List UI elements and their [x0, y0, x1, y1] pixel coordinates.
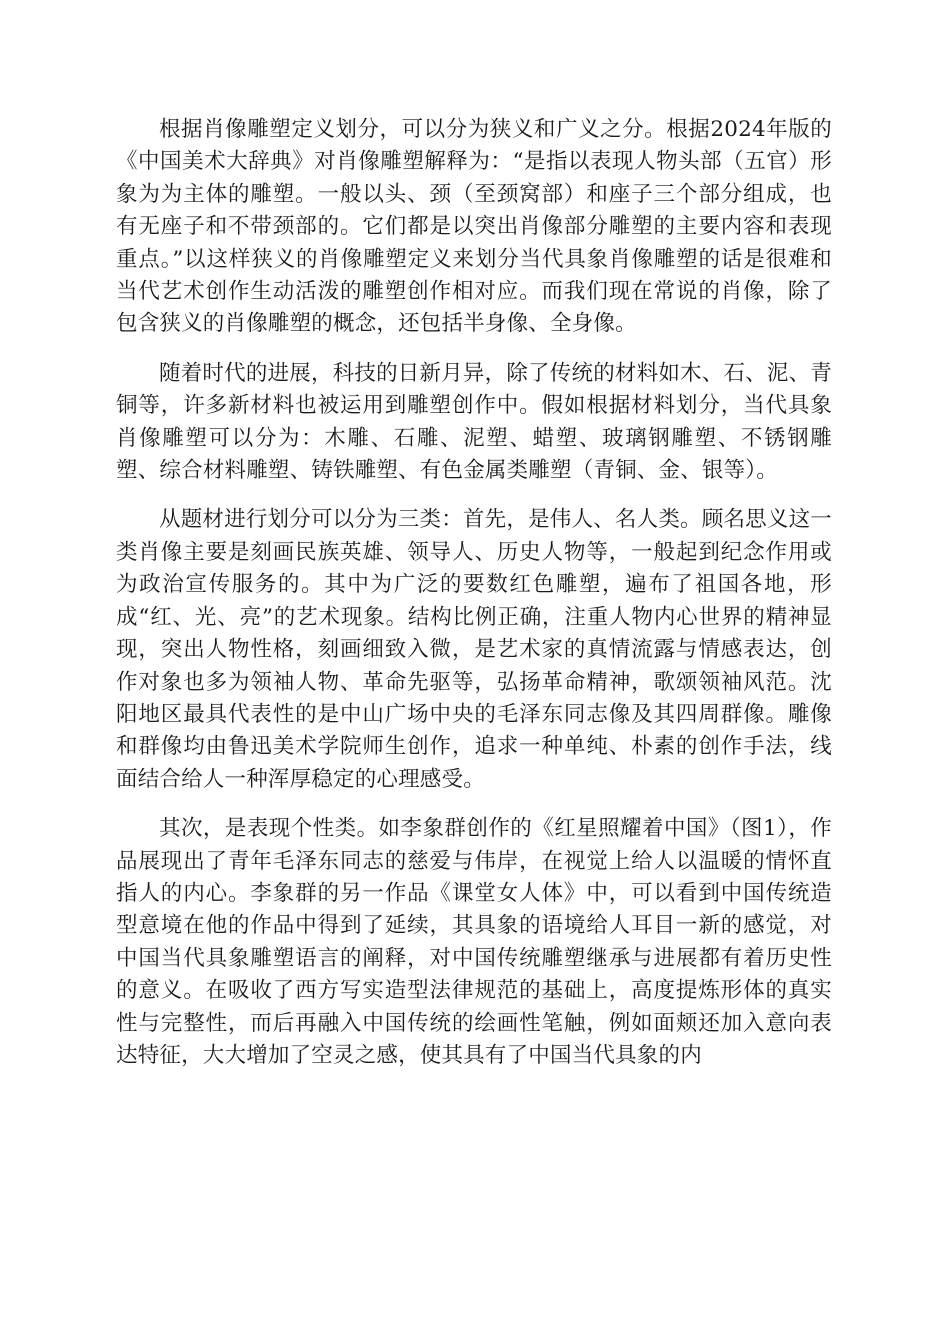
paragraph-subject-great-figures: 从题材进行划分可以分为三类：首先，是伟人、名人类。顾名思义这一类肖像主要是刻画民族英雄、领导人、历史人物等，一般起到纪念作用或为政治宣传服务的。其中为广泛的要数红色雕塑，遍布了祖国各地，形成“红、光、亮”的艺术现象。结构比例正确，注重人物内心世界的精神显现，突出人物性格，刻画细致入微，是艺术家的真情流露与情感表达，创作对象也多为领袖人物、革命先驱等，弘扬革命精神，歌颂领袖风范。沈阳地区最具代表性的是中山广场中央的毛泽东同志像及其四周群像。雕像和群像均由鲁迅美术学院师生创作，追求一种单纯、朴素的创作手法，线面结合给人一种浑厚稳定的心理感受。 — [116, 507, 832, 792]
paragraph-materials: 随着时代的进展，科技的日新月异，除了传统的材料如木、石、泥、青铜等，许多新材料也被运用到雕塑创作中。假如根据材料划分，当代具象肖像雕塑可以分为：木雕、石雕、泥塑、蜡塑、玻璃钢雕塑、不锈钢雕塑、综合材料雕塑、铸铁雕塑、有色金属类雕塑（青铜、金、银等）。 — [116, 360, 832, 484]
document-body — [116, 114, 832, 1089]
paragraph-subject-personality: 其次，是表现个性类。如李象群创作的《红星照耀着中国》（图1），作品展现出了青年毛泽东同志的慈爱与伟岸，在视觉上给人以温暖的情怀直指人的内心。李象群的另一作品《课堂女人体》中，可以看到中国传统造型意境在他的作品中得到了延续，其具象的语境给人耳目一新的感觉，对中国当代具象雕塑语言的阐释，对中国传统雕塑继承与进展都有着历史性的意义。在吸收了西方写实造型法律规范的基础上，高度提炼形体的真实性与完整性，而后再融入中国传统的绘画性笔触，例如面颊还加入意向表达特征，大大增加了空灵之感，使其具有了中国当代具象的内 — [116, 816, 832, 1068]
paragraph-definition: 根据肖像雕塑定义划分，可以分为狭义和广义之分。根据2024年版的《中国美术大辞典》对肖像雕塑解释为：“是指以表现人物头部（五官）形象为为主体的雕塑。一般以头、颈（至颈窝部）和座子三个部分组成，也有无座子和不带颈部的。它们都是以突出肖像部分雕塑的主要内容和表现重点。”以这样狭义的肖像雕塑定义来划分当代具象肖像雕塑的话是很难和当代艺术创作生动活泼的雕塑创作相对应。而我们现在常说的肖像，除了包含狭义的肖像雕塑的概念，还包括半身像、全身像。 — [116, 117, 832, 337]
